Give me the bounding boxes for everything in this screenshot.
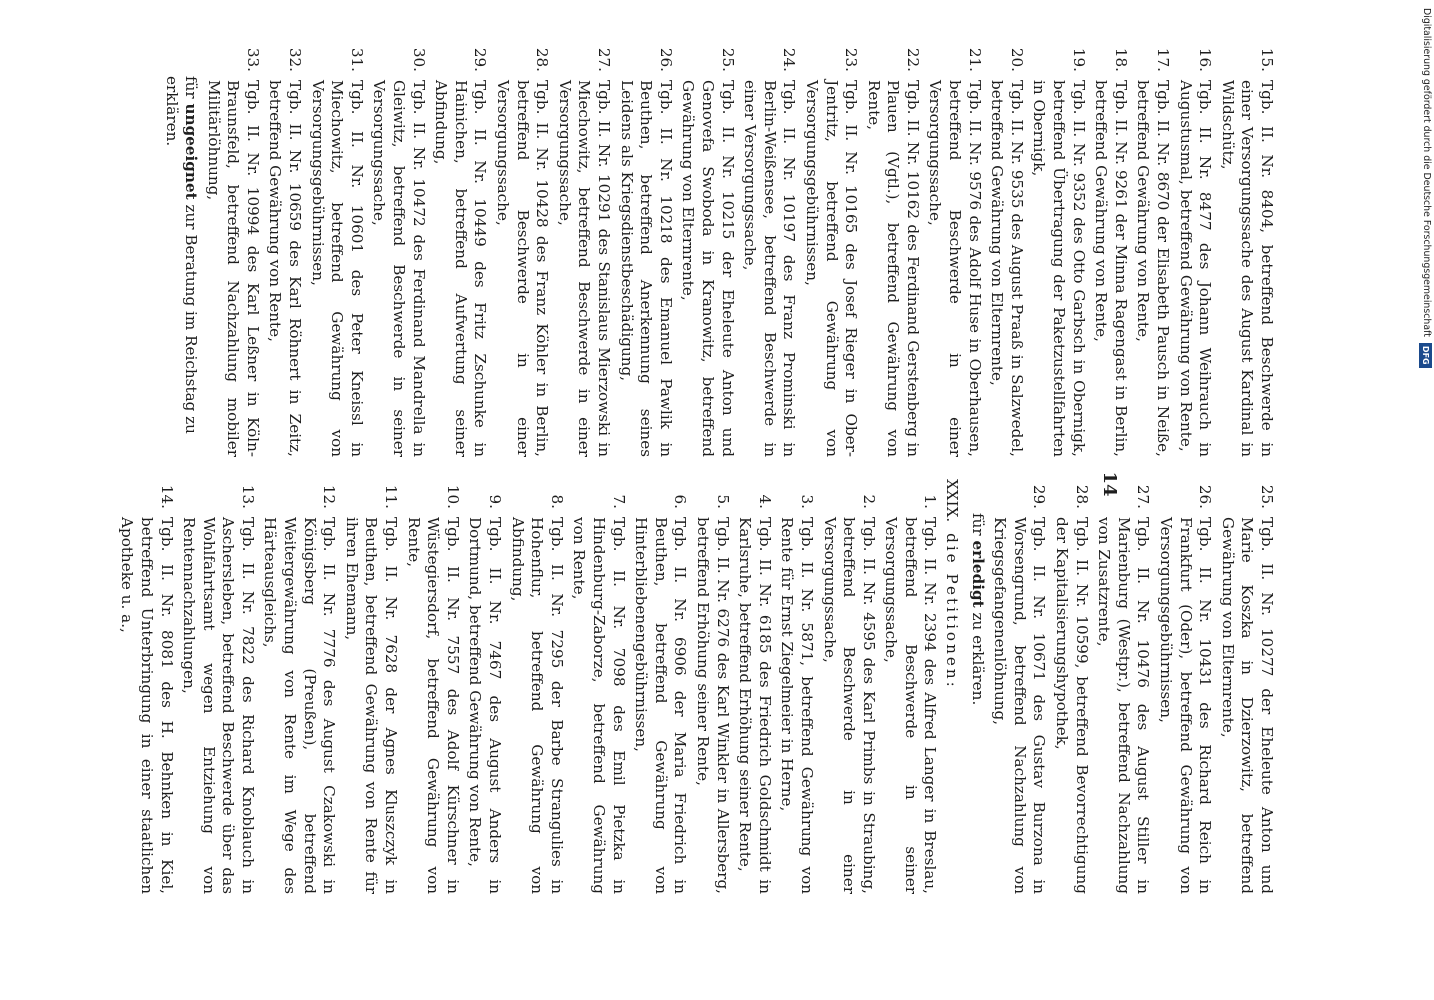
entry-text: Tgb. II. Nr. 9261 der Minna Ragengast in Berlin, betreffend Gewährung von Rente,: [1092, 80, 1130, 457]
petition-entry: [740, 42, 799, 457]
entry-number: 21.: [965, 47, 984, 72]
entry-text: Tgb. II. Nr. 8477 des Johann Weihrauch in Augustusmal, betreffend Gewährung von Rente,: [1176, 80, 1215, 457]
entry-number: 5.: [713, 494, 732, 509]
digitization-text: Digitalisierung gefördert durch die Deutsche Forschungsgemeinschaft: [1421, 8, 1432, 337]
petition-entry: [819, 479, 878, 894]
entry-text: Tgb. II. Nr. 8081 des H. Behnken in Kiel, betreffend Unterbringung in einer staatlichen Apotheke u. a.,: [118, 517, 176, 894]
petition-entry: [692, 479, 731, 894]
petition-entry: [777, 479, 816, 894]
petition-entry: [1175, 42, 1214, 457]
entry-text: Tgb. II. Nr. 6185 des Friedrich Goldschmidt in Karlsruhe, betreffend Erhöhung seiner Rente,: [736, 517, 774, 894]
petition-entry: [1155, 479, 1214, 894]
petition-entry: [203, 42, 262, 457]
entry-number: 20.: [1007, 47, 1026, 72]
petition-entry: [507, 479, 566, 894]
entry-number: 14.: [157, 484, 176, 509]
entry-list-c: [203, 42, 1276, 457]
entry-number: 25.: [718, 47, 737, 72]
entry-number: 28.: [533, 47, 552, 72]
petition-entry: [307, 42, 366, 457]
entry-number: 13.: [238, 484, 257, 509]
entry-number: 29.: [471, 47, 490, 72]
section-title: die Petitionen:: [943, 533, 962, 690]
entry-text: Tgb. II. Nr. 8404, betreffend Beschwerde in einer Versorgungssache des August Kardinal in Wildschütz,: [1218, 80, 1276, 457]
entry-text: Tgb. II. Nr. 7822 des Richard Knoblauch in Aschersleben, betreffend Beschwerde über das Wohlfahrtsamt wegen Entziehung von Rentennachzahlungen,: [180, 517, 257, 894]
entry-text: Tgb. II. Nr. 10215 der Eheleute Anton und Genovefa Swoboda in Kranowitz, betreffend Gewährung von Elternrente,: [679, 80, 737, 457]
entry-text: Tgb. II. Nr. 9576 des Adolf Huse in Oberhausen, betreffend Beschwerde in einer Versorgungssache,: [926, 80, 984, 457]
entry-number: 7.: [609, 494, 628, 509]
entry-text: Tgb. II. Nr. 10162 des Ferdinand Gerstenberg in Plauen (Vgtl.), betreffend Gewährung von Rente,: [864, 80, 922, 457]
petition-entry: [801, 42, 860, 457]
entry-number: 6.: [671, 494, 690, 509]
entry-number: 19.: [1069, 47, 1088, 72]
entry-text: Tgb. II. Nr. 10476 des August Stiller in Marienburg (Westpr.), betreffend Nachzahlung von Zusatzrente,: [1095, 517, 1153, 894]
entry-list-a: [990, 479, 1276, 894]
page-number: 14: [1099, 471, 1120, 497]
entry-number: 31.: [347, 47, 366, 72]
entry-number: 1.: [921, 494, 940, 509]
petition-entry: [554, 42, 613, 457]
entry-text: Tgb. II. Nr. 9535 des August Praaß in Salzwedel, betreffend Gewährung von Elternrente,: [988, 80, 1026, 457]
petition-entry: [260, 479, 338, 894]
entry-text: Tgb. II. Nr. 10472 des Ferdinand Mandrella in Gleiwitz, betreffend Beschwerde in seiner Versorgungssache,: [370, 80, 428, 457]
entry-number: 30.: [409, 47, 428, 72]
entry-number: 18.: [1111, 47, 1130, 72]
entry-text: Tgb. II. Nr. 10599, betreffend Bevorrechtigung der Kapitalisierungshypothek,: [1053, 517, 1091, 894]
entry-number: 25.: [1258, 484, 1276, 509]
entry-text: Tgb. II. Nr. 10671 des Gustav Burzona in Worsengrund, betreffend Nachzahlung von Kriegsgefangenenlöhnung,: [991, 517, 1049, 894]
entry-number: 3.: [797, 494, 816, 509]
entry-number: 32.: [286, 47, 305, 72]
petition-entry: [492, 42, 551, 457]
dfg-logo: DFG: [1420, 343, 1433, 368]
entry-text: Tgb. II. Nr. 10428 des Franz Köhler in Berlin, betreffend Beschwerde in einer Versorgungssache,: [494, 80, 552, 457]
petition-entry: [1051, 479, 1090, 894]
section-heading: [942, 479, 962, 894]
entry-text: Tgb. II. Nr. 7467 des August Anders in Dortmund, betreffend Gewährung von Rente,: [466, 517, 505, 894]
entry-number: 12.: [320, 484, 339, 509]
entry-number: 16.: [1196, 47, 1215, 72]
petition-entry: [265, 42, 304, 457]
petition-entry: [1094, 479, 1153, 894]
entry-number: 10.: [443, 484, 462, 509]
entry-number: 27.: [595, 47, 613, 72]
entry-text: Tgb. II. Nr. 5871, betreffend Gewährung von Rente für Ernst Ziegelmeier in Herne,: [778, 517, 816, 894]
entry-text: Tgb. II. Nr. 7557 des Adolf Kürschner in Wüstegiersdorf, betreffend Gewährung von Rente,: [404, 517, 462, 894]
petition-entry: [678, 42, 737, 457]
entry-number: 11.: [382, 484, 401, 509]
entry-text: Tgb. II. Nr. 6906 der Maria Friedrich in Beuthen, betreffend Gewährung von Hinterbliebenengebührnissen,: [632, 517, 690, 894]
entry-number: 26.: [1196, 484, 1215, 509]
entry-number: 17.: [1154, 47, 1173, 72]
left-column: [114, 479, 1276, 894]
document-page: [100, 34, 1300, 934]
entry-number: 26.: [656, 47, 675, 72]
petition-entry: [341, 479, 400, 894]
entry-text: Tgb. II. Nr. 10994 des Karl Leßner in Köln-Braunsfeld, betreffend Nachzahlung mobiler Militärlöhnung,: [204, 80, 262, 457]
petition-entry: [616, 42, 675, 457]
entry-text: Tgb. II. Nr. 10197 des Franz Prominski in Berlin-Weißensee, betreffend Beschwerde in einer Versorgungssache,: [741, 80, 799, 457]
entry-text: Tgb. II. Nr. 10277 der Eheleute Anton und Marie Koszka in Dzierzowitz, betreffend Gewährung von Elternrente,: [1218, 517, 1276, 894]
petition-entry: [881, 479, 940, 894]
petition-entry: [1029, 42, 1088, 457]
digitization-note: [1418, 8, 1434, 400]
entry-number: 24.: [780, 47, 799, 72]
entry-text: Tgb. II. Nr. 7295 der Barbe Strangulies in Hohenflur, betreffend Gewährung von Abfindung,: [508, 517, 566, 894]
petition-entry: [569, 479, 628, 894]
entry-number: 15.: [1258, 47, 1276, 72]
entry-text: Tgb. II. Nr. 6276 des Karl Winkler in Allersberg, betreffend Erhöhung seiner Rente,: [693, 517, 732, 894]
petition-entry: [1217, 479, 1276, 894]
petition-entry: [1091, 42, 1130, 457]
entry-text: Tgb. II. Nr. 7098 des Emil Pietzka in Hindenburg-Zaborze, betreffend Gewährung von Rente,: [570, 517, 628, 894]
entry-text: Tgb. II. Nr. 10449 des Fritz Zschunke in Hainichen, betreffend Aufwertung seiner Abfindung,: [432, 80, 490, 457]
entry-list-b: [117, 479, 940, 894]
petition-entry: [403, 479, 462, 894]
entry-text: Tgb. II. Nr. 10601 des Peter Kneissl in Miechowitz, betreffend Gewährung von Versorgungsgebührnissen,: [308, 80, 366, 457]
entry-text: Tgb. II. Nr. 10659 des Karl Röhnert in Zeitz, betreffend Gewährung von Rente,: [266, 80, 305, 457]
section-label: XXIX.: [943, 479, 962, 523]
petition-entry: [1217, 42, 1276, 457]
entry-number: 8.: [547, 494, 566, 509]
entry-text: Tgb. II. Nr. 10431 des Richard Reich in Frankfurt (Oder), betreffend Gewährung von Versorgungsgebührnissen,: [1157, 517, 1215, 894]
petition-entry: [431, 42, 490, 457]
conclusion-a: für erledigt zu erklären.: [968, 513, 987, 706]
entry-number: 22.: [903, 47, 922, 72]
entry-number: 4.: [755, 494, 774, 509]
entry-number: 28.: [1072, 484, 1091, 509]
entry-text: Tgb. II. Nr. 7776 des August Czakowski in Königsberg (Preußen), betreffend Weitergewährung von Rente im Wege des Härteausgleichs,: [261, 517, 339, 894]
entry-text: Tgb. II. Nr. 8670 der Elisabeth Pausch in Neiße, betreffend Gewährung von Rente,: [1134, 80, 1173, 457]
petition-entry: [465, 479, 504, 894]
petition-entry: [735, 479, 774, 894]
conclusion-b: für ungeeignet zur Beratung im Reichstag zu erklären.: [162, 76, 201, 434]
entry-text: Tgb. II. Nr. 9352 des Otto Garbsch in Obernigk, betreffend Übertragung der Paketzustellfahrten in Obernigk,: [1030, 80, 1088, 457]
entry-text: Tgb. II. Nr. 7628 der Agnes Kluszczyk in Beuthen, betreffend Gewährung von Rente für ihren Ehemann,: [342, 517, 401, 894]
entry-text: Tgb. II. Nr. 10165 des Josef Rieger in Ober-Jentritz, betreffend Gewährung von Versorgungsgebührnissen,: [802, 80, 861, 457]
entry-number: 2.: [859, 494, 878, 509]
entry-text: Tgb. II. Nr. 10218 des Emanuel Pawlik in Beuthen, betreffend Anerkennung seines Leidens als Kriegsdienstbeschädigung,: [617, 80, 675, 457]
petition-entry: [925, 42, 984, 457]
entry-number: 29.: [1030, 484, 1049, 509]
entry-text: Tgb. II. Nr. 2394 des Alfred Langer in Breslau, betreffend Beschwerde in seiner Versorgungssache,: [882, 517, 940, 894]
entry-text: Tgb. II. Nr. 10291 des Stanislaus Mierzowski in Miechowitz, betreffend Beschwerde in einer Versorgungssache,: [555, 80, 613, 457]
petition-entry: [987, 42, 1026, 457]
petition-entry: [369, 42, 428, 457]
petition-entry: [1133, 42, 1172, 457]
right-column: [155, 42, 1276, 457]
petition-entry: [990, 479, 1049, 894]
petition-entry: [863, 42, 922, 457]
entry-text: Tgb. II. Nr. 4595 des Karl Primbs in Straubing, betreffend Beschwerde in einer Versorgungssache,: [820, 517, 878, 894]
petition-entry: [117, 479, 176, 894]
entry-number: 9.: [486, 494, 505, 509]
entry-number: 23.: [842, 47, 861, 72]
petition-entry: [179, 479, 257, 894]
entry-number: 33.: [243, 47, 262, 72]
entry-number: 27.: [1134, 484, 1153, 509]
petition-entry: [631, 479, 690, 894]
